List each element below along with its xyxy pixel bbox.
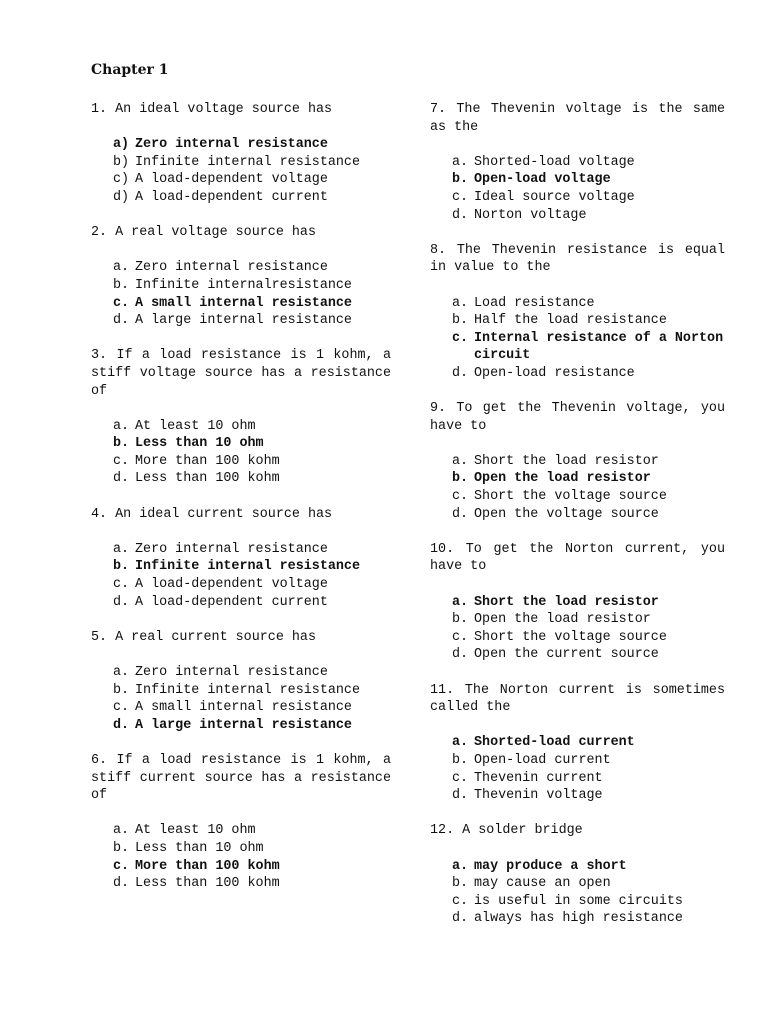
option-text: A load-dependent voltage: [135, 577, 328, 593]
option-text: Infinite internal resistance: [135, 559, 360, 575]
option-text: Short the voltage source: [474, 629, 667, 645]
option-text: A load-dependent voltage: [135, 172, 328, 188]
answer-options: [91, 664, 391, 734]
option-text: Infinite internalresistance: [135, 277, 352, 293]
answer-option: [430, 488, 725, 506]
option-text: At least 10 ohm: [135, 823, 256, 839]
answer-options: [91, 541, 391, 611]
answer-option: [91, 682, 391, 700]
option-letter: a.: [113, 541, 130, 557]
option-letter: d.: [452, 207, 469, 223]
correct-answer-option: [91, 136, 391, 154]
correct-answer-option: [430, 171, 725, 189]
question-stem: 5. A real current source has: [91, 629, 316, 645]
option-text: Zero internal resistance: [135, 665, 328, 680]
question-block: [91, 224, 391, 330]
answer-option: [430, 875, 725, 893]
option-letter: c): [113, 172, 130, 188]
question-stem: 8. The Thevenin resistance is equal in value to the: [430, 242, 725, 276]
question-stem: 1. An ideal voltage source has: [91, 102, 333, 117]
question-block: [91, 101, 391, 207]
question-block: [430, 400, 725, 523]
option-text: Less than 10 ohm: [135, 840, 264, 856]
option-text: Load resistance: [474, 295, 595, 311]
option-text: Norton voltage: [474, 207, 587, 223]
option-letter: b.: [452, 876, 469, 892]
option-letter: c.: [113, 577, 130, 593]
option-letter: d.: [113, 717, 130, 733]
option-text: A load-dependent current: [135, 594, 328, 610]
option-text: Open-load voltage: [474, 172, 611, 188]
option-letter: a.: [113, 418, 130, 434]
question-stem: 10. To get the Norton current, you have to: [430, 541, 725, 575]
answer-option: [430, 207, 725, 225]
answer-option: [430, 770, 725, 788]
option-letter: b.: [452, 612, 469, 628]
option-letter: d.: [452, 647, 469, 663]
question-stem: 7. The Thevenin voltage is the same as the: [430, 102, 725, 135]
answer-option: [91, 259, 391, 277]
option-text: Short the voltage source: [474, 489, 667, 505]
correct-answer-option: [91, 858, 391, 876]
option-letter: b): [113, 154, 130, 170]
correct-answer-option: [430, 858, 725, 876]
answer-options: [91, 136, 391, 206]
option-letter: d.: [452, 911, 469, 927]
option-text: Less than 100 kohm: [135, 876, 280, 892]
option-text: Short the load resistor: [474, 594, 659, 610]
answer-option: [91, 453, 391, 471]
answer-option: [91, 470, 391, 488]
option-letter: c.: [452, 189, 469, 205]
answer-option: [430, 295, 725, 313]
answer-option: [91, 576, 391, 594]
answer-option: [430, 611, 725, 629]
answer-option: [430, 910, 725, 928]
answer-option: [91, 875, 391, 893]
option-letter: b.: [113, 840, 130, 856]
right-column: [430, 101, 725, 946]
option-text: Shorted-load voltage: [474, 154, 635, 170]
option-text: Open the current source: [474, 647, 659, 663]
answer-options: [91, 822, 391, 892]
option-text: A small internal resistance: [135, 295, 352, 311]
question-block: [91, 506, 391, 612]
answer-options: [91, 259, 391, 329]
question-block: [91, 347, 391, 488]
question-block: [91, 752, 391, 893]
option-letter: c.: [452, 489, 469, 505]
correct-answer-option: [91, 435, 391, 453]
answer-option: [91, 154, 391, 172]
option-text: Open the voltage source: [474, 506, 659, 522]
question-block: [430, 242, 725, 383]
option-text: A small internal resistance: [135, 700, 352, 716]
option-letter: a.: [113, 665, 130, 680]
option-letter: a.: [452, 154, 469, 170]
answer-option: [91, 664, 391, 682]
option-text: Ideal source voltage: [474, 189, 635, 205]
question-stem: 9. To get the Thevenin voltage, you have to: [430, 401, 725, 434]
option-text: A large internal resistance: [135, 717, 352, 733]
option-letter: d.: [113, 471, 130, 487]
option-letter: d.: [113, 313, 130, 329]
option-text: More than 100 kohm: [135, 858, 280, 874]
option-text: may produce a short: [474, 858, 627, 874]
answer-option: [91, 189, 391, 207]
option-text: Half the load resistance: [474, 313, 667, 329]
option-letter: d.: [452, 365, 469, 381]
option-text: Less than 10 ohm: [135, 436, 264, 452]
option-letter: d.: [452, 788, 469, 804]
option-text: Zero internal resistance: [135, 541, 328, 557]
option-text: Thevenin current: [474, 770, 603, 786]
correct-answer-option: [430, 734, 725, 752]
option-letter: a.: [113, 823, 130, 839]
answer-option: [430, 154, 725, 172]
answer-option: [91, 418, 391, 436]
option-letter: c.: [452, 629, 469, 645]
option-text: More than 100 kohm: [135, 453, 280, 469]
option-text: Infinite internal resistance: [135, 154, 360, 170]
option-text: Infinite internal resistance: [135, 682, 360, 698]
option-letter: b.: [113, 559, 130, 575]
option-letter: a.: [452, 858, 469, 874]
correct-answer-option: [91, 717, 391, 735]
option-text: Open the load resistor: [474, 471, 651, 487]
option-text: Open the load resistor: [474, 612, 651, 628]
option-letter: d.: [452, 506, 469, 522]
answer-option: [430, 629, 725, 647]
question-stem: 3. If a load resistance is 1 kohm, a stiff voltage source has a resistance of: [91, 348, 391, 399]
answer-option: [91, 699, 391, 717]
answer-options: [430, 734, 725, 804]
question-block: [430, 682, 725, 805]
question-block: [430, 822, 725, 928]
left-column: [91, 101, 391, 910]
answer-options: [430, 858, 725, 928]
answer-options: [91, 418, 391, 488]
option-letter: a.: [452, 453, 469, 469]
answer-option: [91, 541, 391, 559]
answer-option: [91, 840, 391, 858]
option-letter: b.: [113, 682, 130, 698]
answer-option: [430, 752, 725, 770]
answer-option: [91, 594, 391, 612]
question-block: [430, 101, 725, 224]
answer-option: [91, 277, 391, 295]
option-letter: b.: [452, 313, 469, 329]
option-letter: c.: [113, 295, 130, 311]
answer-options: [430, 154, 725, 224]
answer-options: [430, 594, 725, 664]
option-text: Open-load current: [474, 752, 611, 768]
question-stem: 12. A solder bridge: [430, 823, 583, 839]
answer-option: [430, 365, 725, 383]
option-letter: b.: [452, 471, 469, 487]
option-letter: c.: [452, 893, 469, 909]
answer-option: [91, 822, 391, 840]
option-letter: c.: [452, 770, 469, 786]
option-letter: c.: [113, 858, 130, 874]
option-text: A large internal resistance: [135, 313, 352, 329]
option-letter: d.: [113, 594, 130, 610]
correct-answer-option: [430, 330, 725, 365]
option-text: Thevenin voltage: [474, 788, 603, 804]
option-letter: a.: [452, 594, 469, 610]
option-letter: b.: [113, 436, 130, 452]
option-letter: a.: [113, 260, 130, 276]
answer-option: [91, 312, 391, 330]
option-text: Open-load resistance: [474, 365, 635, 381]
option-letter: d): [113, 189, 130, 205]
answer-option: [430, 646, 725, 664]
option-text: Shorted-load current: [474, 735, 635, 751]
option-letter: a.: [452, 735, 469, 751]
option-letter: a.: [452, 295, 469, 311]
option-letter: c.: [113, 453, 130, 469]
option-text: Zero internal resistance: [135, 260, 328, 276]
question-stem: 11. The Norton current is sometimes called the: [430, 682, 725, 716]
option-letter: d.: [113, 876, 130, 892]
question-stem: 2. A real voltage source has: [91, 225, 316, 241]
correct-answer-option: [91, 295, 391, 313]
question-block: [430, 541, 725, 664]
answer-option: [91, 171, 391, 189]
question-block: [91, 629, 391, 735]
option-letter: b.: [113, 277, 130, 293]
question-stem: 6. If a load resistance is 1 kohm, a stiff current source has a resistance of: [91, 752, 391, 804]
option-text: is useful in some circuits: [474, 893, 683, 909]
option-letter: c.: [113, 700, 130, 716]
option-text: Internal resistance of a Norton circuit: [474, 330, 724, 364]
question-stem: 4. An ideal current source has: [91, 506, 333, 522]
answer-option: [430, 787, 725, 805]
option-letter: a): [113, 137, 130, 153]
answer-option: [430, 189, 725, 207]
answer-options: [430, 295, 725, 383]
option-text: A load-dependent current: [135, 189, 328, 205]
correct-answer-option: [430, 470, 725, 488]
option-text: Short the load resistor: [474, 453, 659, 469]
answer-option: [430, 506, 725, 524]
correct-answer-option: [430, 594, 725, 612]
option-text: Zero internal resistance: [135, 137, 328, 153]
option-text: At least 10 ohm: [135, 418, 256, 434]
correct-answer-option: [91, 558, 391, 576]
option-text: Less than 100 kohm: [135, 471, 280, 487]
chapter-title: Chapter 1: [91, 62, 169, 78]
option-letter: c.: [452, 330, 469, 346]
answer-option: [430, 453, 725, 471]
answer-option: [430, 312, 725, 330]
option-letter: b.: [452, 172, 469, 188]
answer-options: [430, 453, 725, 523]
answer-option: [430, 893, 725, 911]
option-text: always has high resistance: [474, 911, 683, 927]
option-letter: b.: [452, 752, 469, 768]
option-text: may cause an open: [474, 876, 611, 892]
